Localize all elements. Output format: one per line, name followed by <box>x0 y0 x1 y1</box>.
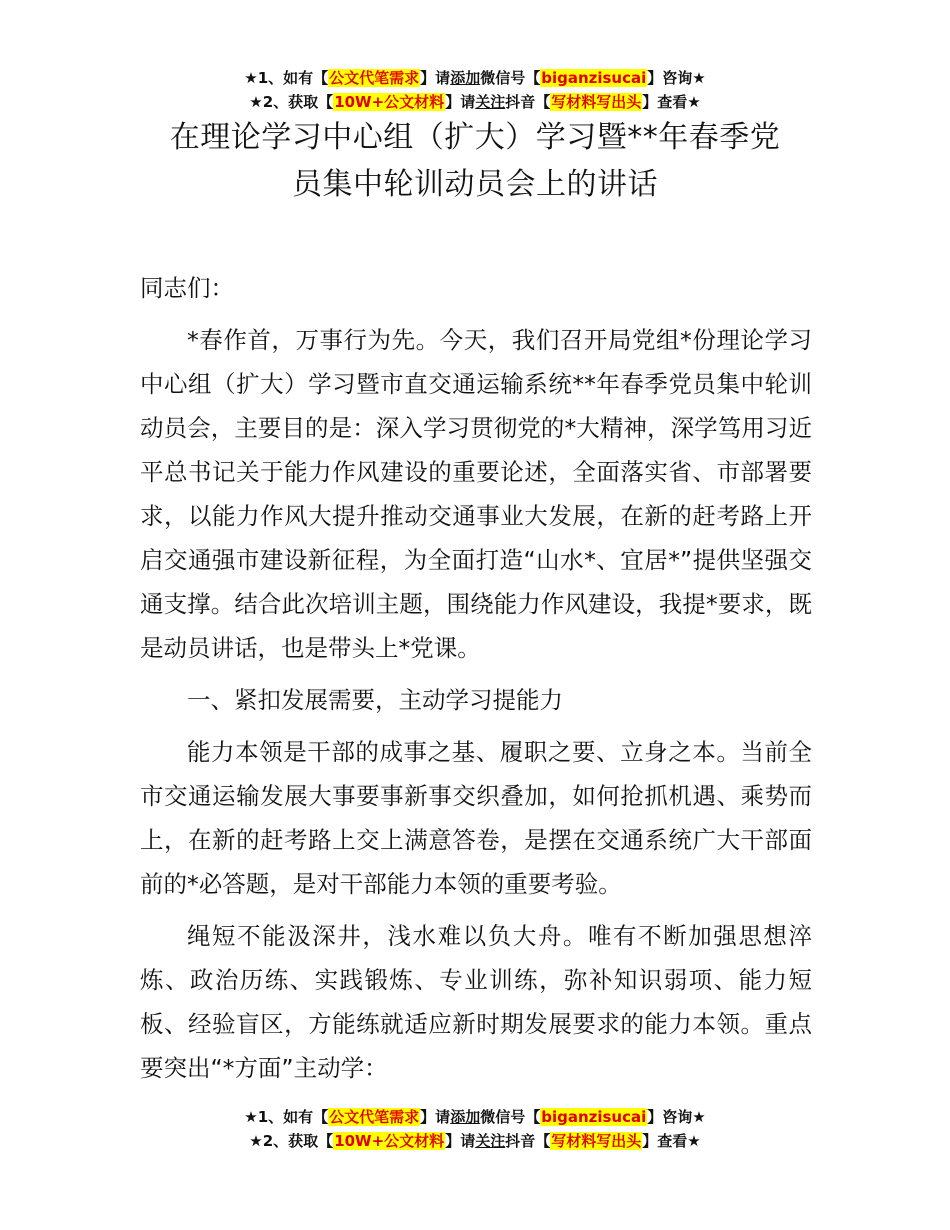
banner-line-2 <box>0 90 950 114</box>
paragraph: 绳短不能汲深井，浅水难以负大舟。唯有不断加强思想淬炼、政治历练、实践锻炼、专业训练，弥补知识弱项、能力短板、经验盲区，方能练就适应新时期发展要求的能力本领。重点要突出“*方面”主动学： <box>140 922 812 1082</box>
title-line-1: 在理论学习中心组（扩大）学习暨**年春季党 <box>169 120 781 155</box>
banner-highlight: 10W+公文材料 <box>334 93 445 111</box>
banner-text: 】请 <box>420 1108 451 1126</box>
paragraph: *春作首，万事行为先。今天，我们召开局党组*份理论学习中心组（扩大）学习暨市直交通运输系统**年春季党员集中轮训动员会，主要目的是：深入学习贯彻党的*大精神，深学笃用习近平总书记关于能力作风建设的重要论述，全面落实省、市部署要求，以能力作风大提升推动交通事业大发展，在新的赶考路上开启交通强市建设新征程，为全面打造“山水*、宜居*”提供坚强交通支撑。结合此次培训主题，围绕能力作风建设，我提*要求，既是动员讲话，也是带头上*党课。 <box>140 326 812 662</box>
banner-text: 】查看★ <box>642 1132 701 1150</box>
document-body <box>140 266 812 1090</box>
banner-text: 】查看★ <box>642 93 701 111</box>
banner-highlight: 10W+公文材料 <box>334 1132 445 1150</box>
banner-underline: 关注 <box>475 1132 506 1150</box>
header-banner <box>0 66 950 114</box>
document-title <box>0 114 950 208</box>
banner-text: 微信号【 <box>480 69 541 87</box>
banner-underline: 关注 <box>475 93 506 111</box>
banner-text: 抖音【 <box>505 1132 551 1150</box>
paragraph: 能力本领是干部的成事之基、履职之要、立身之本。当前全市交通运输发展大事要事新事交织叠加，如何抢抓机遇、乘势而上，在新的赶考路上交上满意答卷，是摆在交通系统广大干部面前的*必答题，是对干部能力本领的重要考验。 <box>140 738 812 898</box>
banner-text: ★1、如有【 <box>244 1108 329 1126</box>
banner-underline: 添加 <box>450 1108 481 1126</box>
salutation: 同志们： <box>140 274 234 302</box>
banner-text: 】咨询★ <box>647 1108 706 1126</box>
banner-text: 】请 <box>445 93 476 111</box>
banner-text: 微信号【 <box>480 1108 541 1126</box>
banner-text: ★1、如有【 <box>244 69 329 87</box>
banner-text: ★2、获取【 <box>249 93 334 111</box>
banner-text: 抖音【 <box>505 93 551 111</box>
banner-text: 】请 <box>445 1132 476 1150</box>
banner-highlight: 写材料写出头 <box>551 1132 642 1150</box>
banner-text: ★2、获取【 <box>249 1132 334 1150</box>
banner-line-2 <box>0 1129 950 1153</box>
section-heading: 一、紧扣发展需要，主动学习提能力 <box>187 686 563 714</box>
banner-underline: 添加 <box>450 69 481 87</box>
banner-highlight: 公文代笔需求 <box>329 1108 420 1126</box>
banner-line-1 <box>0 66 950 90</box>
banner-text: 】请 <box>420 69 451 87</box>
banner-text: 】咨询★ <box>647 69 706 87</box>
banner-highlight: biganzisucai <box>541 1108 647 1126</box>
banner-highlight: 写材料写出头 <box>551 93 642 111</box>
banner-highlight: biganzisucai <box>541 69 647 87</box>
banner-line-1 <box>0 1105 950 1129</box>
title-line-2: 员集中轮训动员会上的讲话 <box>292 167 658 202</box>
footer-banner <box>0 1105 950 1153</box>
banner-highlight: 公文代笔需求 <box>329 69 420 87</box>
